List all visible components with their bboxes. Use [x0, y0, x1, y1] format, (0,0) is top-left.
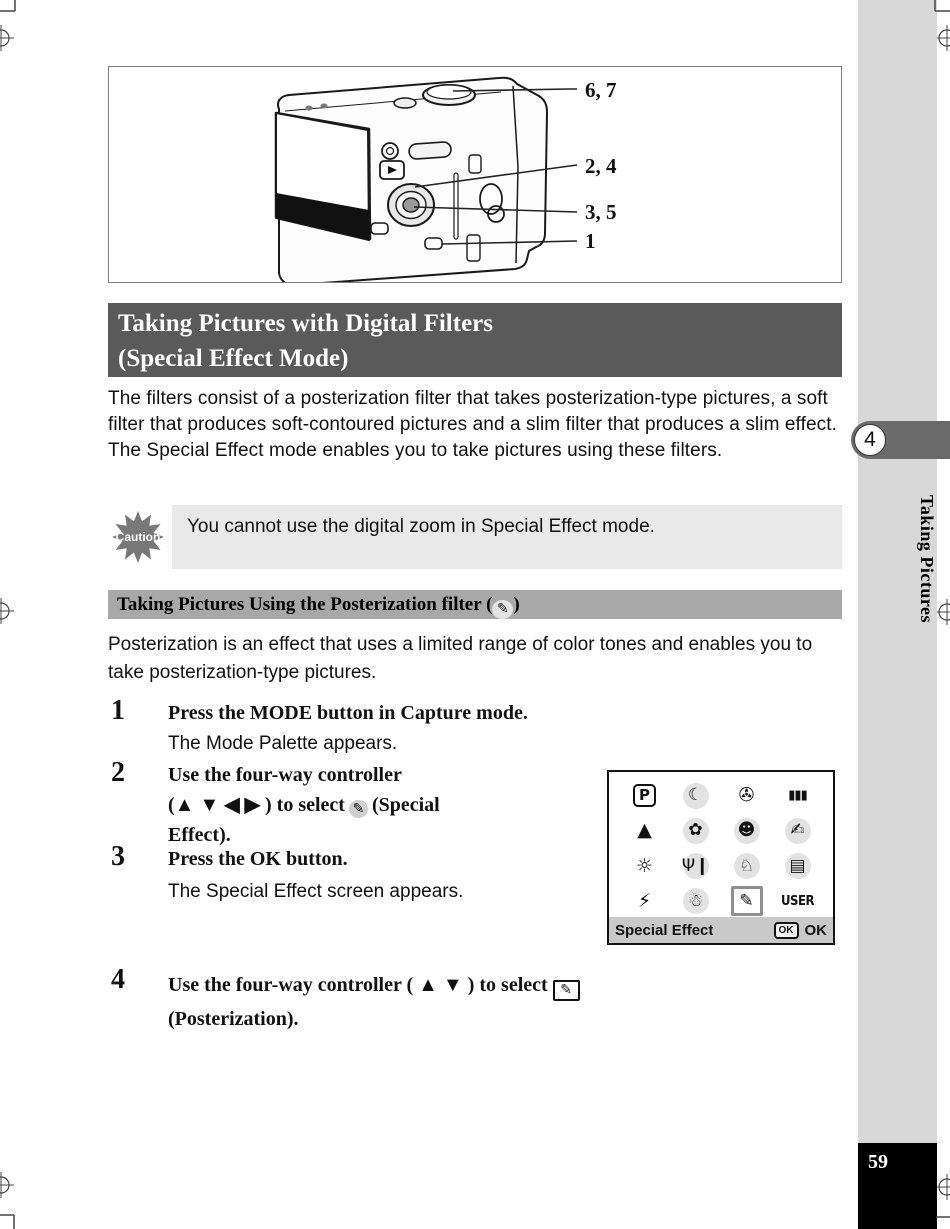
panorama-mode-icon: ▮▮▮ — [788, 788, 807, 804]
palette-cell-portrait[interactable] — [721, 813, 772, 848]
crop-mark-bottom-right — [936, 1212, 950, 1222]
step-1-number: 1 — [111, 695, 125, 726]
callout-label-ok: 3, 5 — [585, 200, 617, 224]
step-2-heading — [168, 760, 608, 850]
landscape-mode-icon: ▲ — [637, 819, 652, 842]
section-intro-paragraph: Posterization is an effect that uses a limited range of color tones and enables you to take posterization-type pictures. — [108, 634, 813, 683]
ok-action-label: OK — [804, 921, 827, 939]
section-header — [108, 590, 842, 619]
callout-label-shutter: 6, 7 — [585, 78, 617, 102]
palette-status-bar — [609, 917, 833, 943]
crop-mark-top-left — [0, 0, 20, 16]
palette-cell-sport[interactable] — [619, 884, 670, 919]
palette-cell-panorama[interactable] — [772, 778, 823, 813]
palette-selected-label: Special Effect — [615, 921, 714, 939]
palette-cell-food[interactable] — [670, 849, 721, 884]
registration-mark-left-middle — [0, 598, 14, 624]
caution-text: You cannot use the digital zoom in Special Effect mode. — [187, 516, 655, 537]
step-4-heading — [168, 968, 788, 1036]
section-title-post: ) — [513, 594, 520, 615]
palette-cell-flower[interactable] — [670, 813, 721, 848]
caution-icon-label: Caution — [115, 530, 161, 544]
chapter-title-vertical: Taking Pictures — [917, 494, 937, 624]
camera-figure-box — [108, 66, 842, 283]
callout-label-mode: 1 — [585, 229, 596, 253]
night-scene-icon: ☾ — [683, 783, 709, 809]
movie-mode-icon: ✇ — [738, 784, 755, 807]
camera-illustration — [109, 67, 841, 282]
step-2-line2-post: (Special — [371, 794, 440, 816]
chapter-number-badge: 4 — [854, 424, 886, 456]
chapter-tab[interactable] — [851, 421, 950, 459]
mode-palette-grid — [609, 772, 833, 919]
food-mode-icon: Ψ❙ — [683, 853, 709, 879]
text-mode-icon: ▤ — [785, 853, 811, 879]
sport-mode-icon: ⚡ — [637, 889, 652, 912]
crop-mark-top-right — [930, 0, 950, 16]
step-3-heading: Press the OK button. — [168, 848, 348, 870]
step-2-line3: Effect). — [168, 824, 231, 846]
palette-cell-sunset[interactable] — [619, 849, 670, 884]
step-3-number: 3 — [111, 841, 125, 872]
palette-cell-user[interactable] — [772, 884, 823, 919]
palette-cell-text[interactable] — [772, 849, 823, 884]
caution-box — [172, 505, 842, 569]
portrait-mode-icon: ☻ — [734, 818, 760, 844]
ok-key-icon: OK — [774, 922, 799, 939]
palette-cell-landscape[interactable] — [619, 813, 670, 848]
step-1-subtext: The Mode Palette appears. — [168, 733, 398, 754]
registration-mark-right-top — [937, 25, 950, 51]
pet-mode-icon: ♘ — [734, 853, 760, 879]
intro-paragraph: The filters consist of a posterization filter that takes posterization-type pictures, a soft filter that produces soft-contoured pictures and a slim filter that produces a slim effect. The Special Effect mode enables you to take pictures using these filters. — [108, 388, 837, 461]
page-title — [108, 303, 842, 377]
page-number-box — [858, 1143, 937, 1229]
registration-mark-right-middle — [937, 599, 950, 625]
palette-cell-pet[interactable] — [721, 849, 772, 884]
self-portrait-mode-icon: ✍ — [785, 818, 811, 844]
crop-mark-bottom-left — [0, 1210, 18, 1229]
posterization-brush-icon: ✎ — [492, 600, 513, 619]
step-2-number: 2 — [111, 757, 125, 788]
section-title-pre: Taking Pictures Using the Posterization filter ( — [117, 594, 493, 615]
flower-mode-icon: ✿ — [683, 818, 709, 844]
palette-cell-snow[interactable] — [670, 884, 721, 919]
registration-mark-left-top — [0, 25, 14, 51]
special-effect-mode-icon: ✎ — [349, 800, 368, 818]
step-4-number: 4 — [111, 964, 125, 995]
registration-mark-left-bottom — [0, 1172, 14, 1198]
palette-cell-special-effect-selected[interactable] — [721, 884, 772, 919]
step-1-heading: Press the MODE button in Capture mode. — [168, 702, 528, 724]
palette-cell-movie[interactable] — [721, 778, 772, 813]
step-3-subtext: The Special Effect screen appears. — [168, 881, 464, 902]
special-effect-mode-icon: ✎ — [731, 886, 763, 916]
sunset-mode-icon: ☼ — [635, 854, 654, 877]
step-2-line1: Use the four-way controller — [168, 764, 402, 786]
palette-cell-program[interactable] — [619, 778, 670, 813]
posterization-filter-icon: ✎ — [553, 980, 580, 1001]
page-title-line2: (Special Effect Mode) — [118, 345, 349, 372]
user-mode-icon: USER — [781, 893, 814, 909]
palette-cell-night-scene[interactable] — [670, 778, 721, 813]
step-2-line2-pre: (▲ ▼ ◀ ▶ ) to select — [168, 794, 345, 816]
step-4-line2: (Posterization). — [168, 1008, 299, 1030]
palette-cell-self-portrait[interactable] — [772, 813, 823, 848]
step-4-line1-pre: Use the four-way controller ( ▲ ▼ ) to select — [168, 974, 548, 996]
snow-mode-icon: ☃ — [683, 888, 709, 914]
page-title-line1: Taking Pictures with Digital Filters — [118, 310, 493, 337]
registration-mark-right-bottom — [937, 1174, 950, 1200]
mode-palette-screen — [607, 770, 835, 945]
page-number: 59 — [868, 1151, 888, 1173]
caution-icon — [110, 509, 166, 565]
caution-note — [108, 503, 842, 569]
callout-label-fourway: 2, 4 — [585, 154, 617, 178]
program-mode-icon: P — [633, 784, 656, 807]
